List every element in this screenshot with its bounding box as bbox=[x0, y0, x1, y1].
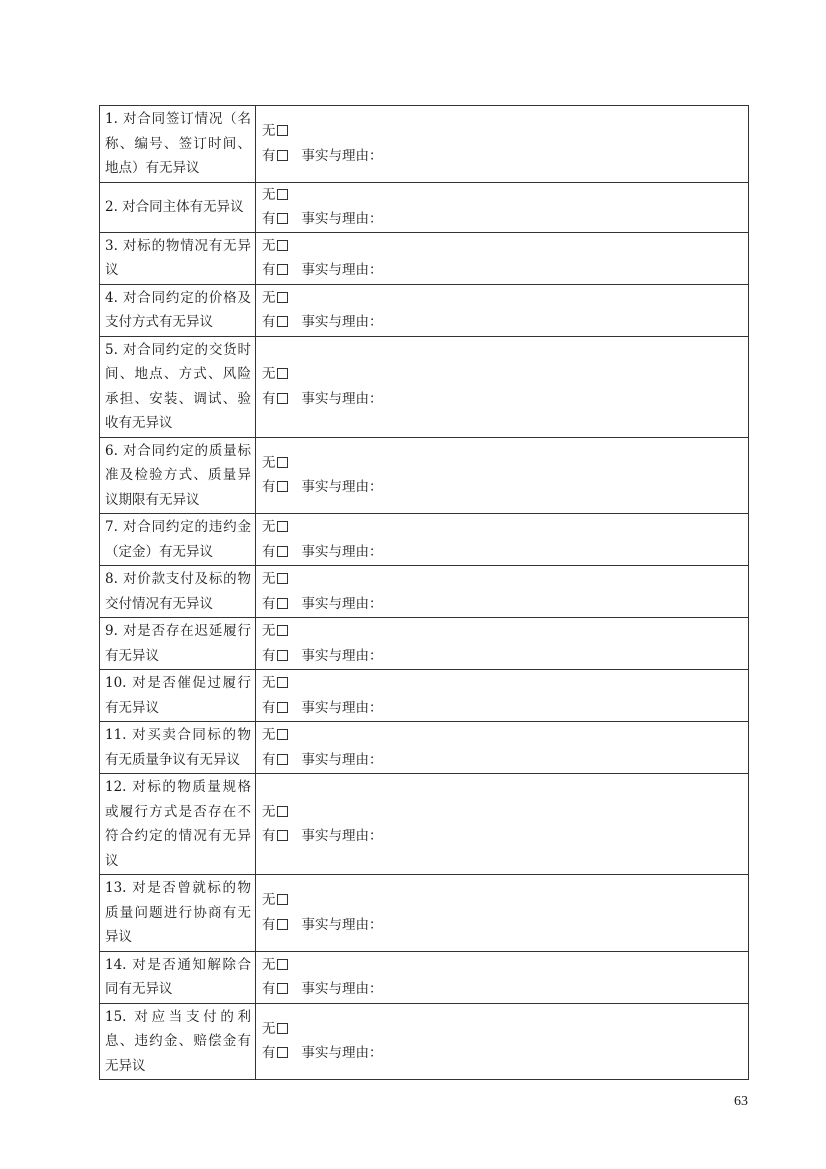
form-body bbox=[100, 106, 749, 1080]
form-row bbox=[100, 566, 749, 618]
option-no bbox=[262, 286, 748, 311]
no-checkbox[interactable] bbox=[277, 292, 288, 303]
question-cell: 13. 对是否曾就标的物质量问题进行协商有无异议 bbox=[100, 875, 256, 952]
answer-cell bbox=[256, 336, 749, 437]
option-yes bbox=[262, 696, 748, 721]
answer-cell bbox=[256, 514, 749, 566]
option-no-label: 无 bbox=[262, 519, 276, 535]
option-yes bbox=[262, 540, 748, 565]
question-cell: 14. 对是否通知解除合同有无异议 bbox=[100, 951, 256, 1003]
option-no bbox=[262, 515, 748, 540]
answer-cell bbox=[256, 232, 749, 284]
reason-label: 事实与理由： bbox=[301, 981, 383, 997]
option-yes-label: 有 bbox=[262, 390, 276, 407]
reason-label: 事实与理由： bbox=[301, 751, 383, 768]
option-yes bbox=[262, 592, 748, 617]
option-yes bbox=[262, 1041, 748, 1066]
no-checkbox[interactable] bbox=[277, 189, 288, 200]
no-checkbox[interactable] bbox=[277, 457, 288, 468]
option-no-label: 无 bbox=[262, 186, 276, 203]
question-cell: 4. 对合同约定的价格及支付方式有无异议 bbox=[100, 284, 256, 336]
option-yes bbox=[262, 144, 748, 169]
option-no bbox=[262, 119, 748, 144]
option-yes bbox=[262, 824, 748, 849]
option-no-label: 无 bbox=[262, 1020, 276, 1037]
reason-label: 事实与理由： bbox=[301, 262, 383, 278]
option-no bbox=[262, 800, 748, 825]
reason-label: 事实与理由： bbox=[301, 390, 383, 407]
question-cell: 2. 对合同主体有无异议 bbox=[100, 182, 256, 232]
form-row bbox=[100, 618, 749, 670]
yes-checkbox[interactable] bbox=[277, 393, 288, 404]
answer-cell bbox=[256, 618, 749, 670]
answer-cell bbox=[256, 774, 749, 875]
yes-checkbox[interactable] bbox=[277, 264, 288, 275]
form-row bbox=[100, 182, 749, 232]
option-yes bbox=[262, 310, 748, 335]
option-yes-label: 有 bbox=[262, 211, 276, 227]
option-yes bbox=[262, 207, 748, 232]
reason-label: 事实与理由： bbox=[301, 543, 383, 560]
yes-checkbox[interactable] bbox=[277, 650, 288, 661]
option-no bbox=[262, 234, 748, 259]
option-no-label: 无 bbox=[262, 727, 276, 743]
yes-checkbox[interactable] bbox=[277, 1047, 288, 1058]
option-yes bbox=[262, 913, 748, 938]
no-checkbox[interactable] bbox=[277, 959, 288, 970]
yes-checkbox[interactable] bbox=[277, 598, 288, 609]
yes-checkbox[interactable] bbox=[277, 830, 288, 841]
dispute-form-table bbox=[99, 105, 749, 1080]
no-checkbox[interactable] bbox=[277, 573, 288, 584]
question-cell: 8. 对价款支付及标的物交付情况有无异议 bbox=[100, 566, 256, 618]
form-row bbox=[100, 722, 749, 774]
answer-cell bbox=[256, 1003, 749, 1080]
option-yes-label: 有 bbox=[262, 1045, 276, 1062]
option-yes-label: 有 bbox=[262, 981, 276, 997]
option-yes-label: 有 bbox=[262, 916, 276, 933]
option-no-label: 无 bbox=[262, 366, 276, 382]
no-checkbox[interactable] bbox=[277, 1023, 288, 1034]
form-row bbox=[100, 284, 749, 336]
answer-cell bbox=[256, 182, 749, 232]
reason-label: 事实与理由： bbox=[301, 211, 383, 227]
page-number: 63 bbox=[734, 1094, 748, 1109]
question-cell: 5. 对合同约定的交货时间、地点、方式、风险承担、安装、调试、验收有无异议 bbox=[100, 336, 256, 437]
form-row bbox=[100, 951, 749, 1003]
answer-cell bbox=[256, 951, 749, 1003]
option-no bbox=[262, 567, 748, 592]
reason-label: 事实与理由： bbox=[301, 1045, 383, 1062]
option-no-label: 无 bbox=[262, 956, 276, 973]
form-row bbox=[100, 437, 749, 514]
option-yes bbox=[262, 475, 748, 500]
option-no bbox=[262, 1017, 748, 1042]
yes-checkbox[interactable] bbox=[277, 754, 288, 765]
option-no bbox=[262, 671, 748, 696]
option-no-label: 无 bbox=[262, 289, 276, 306]
form-row bbox=[100, 774, 749, 875]
question-cell: 3. 对标的物情况有无异议 bbox=[100, 232, 256, 284]
option-no bbox=[262, 451, 748, 476]
answer-cell bbox=[256, 670, 749, 722]
question-cell: 15. 对应当支付的利息、违约金、赔偿金有无异议 bbox=[100, 1003, 256, 1080]
reason-label: 事实与理由： bbox=[301, 314, 383, 330]
option-yes bbox=[262, 258, 748, 283]
option-yes-label: 有 bbox=[262, 262, 276, 278]
reason-label: 事实与理由： bbox=[301, 647, 383, 664]
option-yes-label: 有 bbox=[262, 543, 276, 560]
form-row bbox=[100, 232, 749, 284]
form-row bbox=[100, 106, 749, 183]
reason-label: 事实与理由： bbox=[301, 828, 383, 844]
option-yes-label: 有 bbox=[262, 147, 276, 164]
option-no bbox=[262, 953, 748, 978]
answer-cell bbox=[256, 106, 749, 183]
question-cell: 10. 对是否催促过履行有无异议 bbox=[100, 670, 256, 722]
form-row bbox=[100, 670, 749, 722]
no-checkbox[interactable] bbox=[277, 729, 288, 740]
answer-cell bbox=[256, 437, 749, 514]
option-no-label: 无 bbox=[262, 571, 276, 587]
question-cell: 6. 对合同约定的质量标准及检验方式、质量异议期限有无异议 bbox=[100, 437, 256, 514]
option-no-label: 无 bbox=[262, 892, 276, 909]
yes-checkbox[interactable] bbox=[277, 316, 288, 327]
option-no bbox=[262, 183, 748, 208]
yes-checkbox[interactable] bbox=[277, 481, 288, 492]
reason-label: 事实与理由： bbox=[301, 595, 383, 612]
form-row bbox=[100, 336, 749, 437]
option-no bbox=[262, 619, 748, 644]
reason-label: 事实与理由： bbox=[301, 699, 383, 716]
no-checkbox[interactable] bbox=[277, 625, 288, 636]
question-cell: 12. 对标的物质量规格或履行方式是否存在不符合约定的情况有无异议 bbox=[100, 774, 256, 875]
no-checkbox[interactable] bbox=[277, 240, 288, 251]
option-no-label: 无 bbox=[262, 237, 276, 254]
question-cell: 7. 对合同约定的违约金（定金）有无异议 bbox=[100, 514, 256, 566]
question-cell: 9. 对是否存在迟延履行有无异议 bbox=[100, 618, 256, 670]
answer-cell bbox=[256, 566, 749, 618]
option-yes bbox=[262, 977, 748, 1002]
answer-cell bbox=[256, 875, 749, 952]
option-yes-label: 有 bbox=[262, 828, 276, 844]
yes-checkbox[interactable] bbox=[277, 919, 288, 930]
no-checkbox[interactable] bbox=[277, 368, 288, 379]
option-no-label: 无 bbox=[262, 803, 276, 820]
option-yes-label: 有 bbox=[262, 751, 276, 768]
option-no-label: 无 bbox=[262, 623, 276, 639]
option-yes bbox=[262, 748, 748, 773]
form-row bbox=[100, 1003, 749, 1080]
option-yes-label: 有 bbox=[262, 479, 276, 496]
option-yes bbox=[262, 644, 748, 669]
option-no-label: 无 bbox=[262, 454, 276, 471]
question-cell: 1. 对合同签订情况（名称、编号、签订时间、地点）有无异议 bbox=[100, 106, 256, 183]
option-yes bbox=[262, 387, 748, 412]
option-no-label: 无 bbox=[262, 675, 276, 691]
reason-label: 事实与理由： bbox=[301, 916, 383, 933]
yes-checkbox[interactable] bbox=[277, 546, 288, 557]
form-row bbox=[100, 514, 749, 566]
option-no bbox=[262, 723, 748, 748]
no-checkbox[interactable] bbox=[277, 125, 288, 136]
option-yes-label: 有 bbox=[262, 699, 276, 716]
reason-label: 事实与理由： bbox=[301, 147, 383, 164]
reason-label: 事实与理由： bbox=[301, 479, 383, 496]
answer-cell bbox=[256, 284, 749, 336]
no-checkbox[interactable] bbox=[277, 806, 288, 817]
yes-checkbox[interactable] bbox=[277, 213, 288, 224]
answer-cell bbox=[256, 722, 749, 774]
question-cell: 11. 对买卖合同标的物有无质量争议有无异议 bbox=[100, 722, 256, 774]
no-checkbox[interactable] bbox=[277, 521, 288, 532]
option-no bbox=[262, 888, 748, 913]
no-checkbox[interactable] bbox=[277, 677, 288, 688]
option-yes-label: 有 bbox=[262, 595, 276, 612]
form-row bbox=[100, 875, 749, 952]
yes-checkbox[interactable] bbox=[277, 150, 288, 161]
option-yes-label: 有 bbox=[262, 647, 276, 664]
option-no-label: 无 bbox=[262, 123, 276, 140]
option-yes-label: 有 bbox=[262, 314, 276, 330]
yes-checkbox[interactable] bbox=[277, 983, 288, 994]
no-checkbox[interactable] bbox=[277, 894, 288, 905]
yes-checkbox[interactable] bbox=[277, 702, 288, 713]
option-no bbox=[262, 362, 748, 387]
